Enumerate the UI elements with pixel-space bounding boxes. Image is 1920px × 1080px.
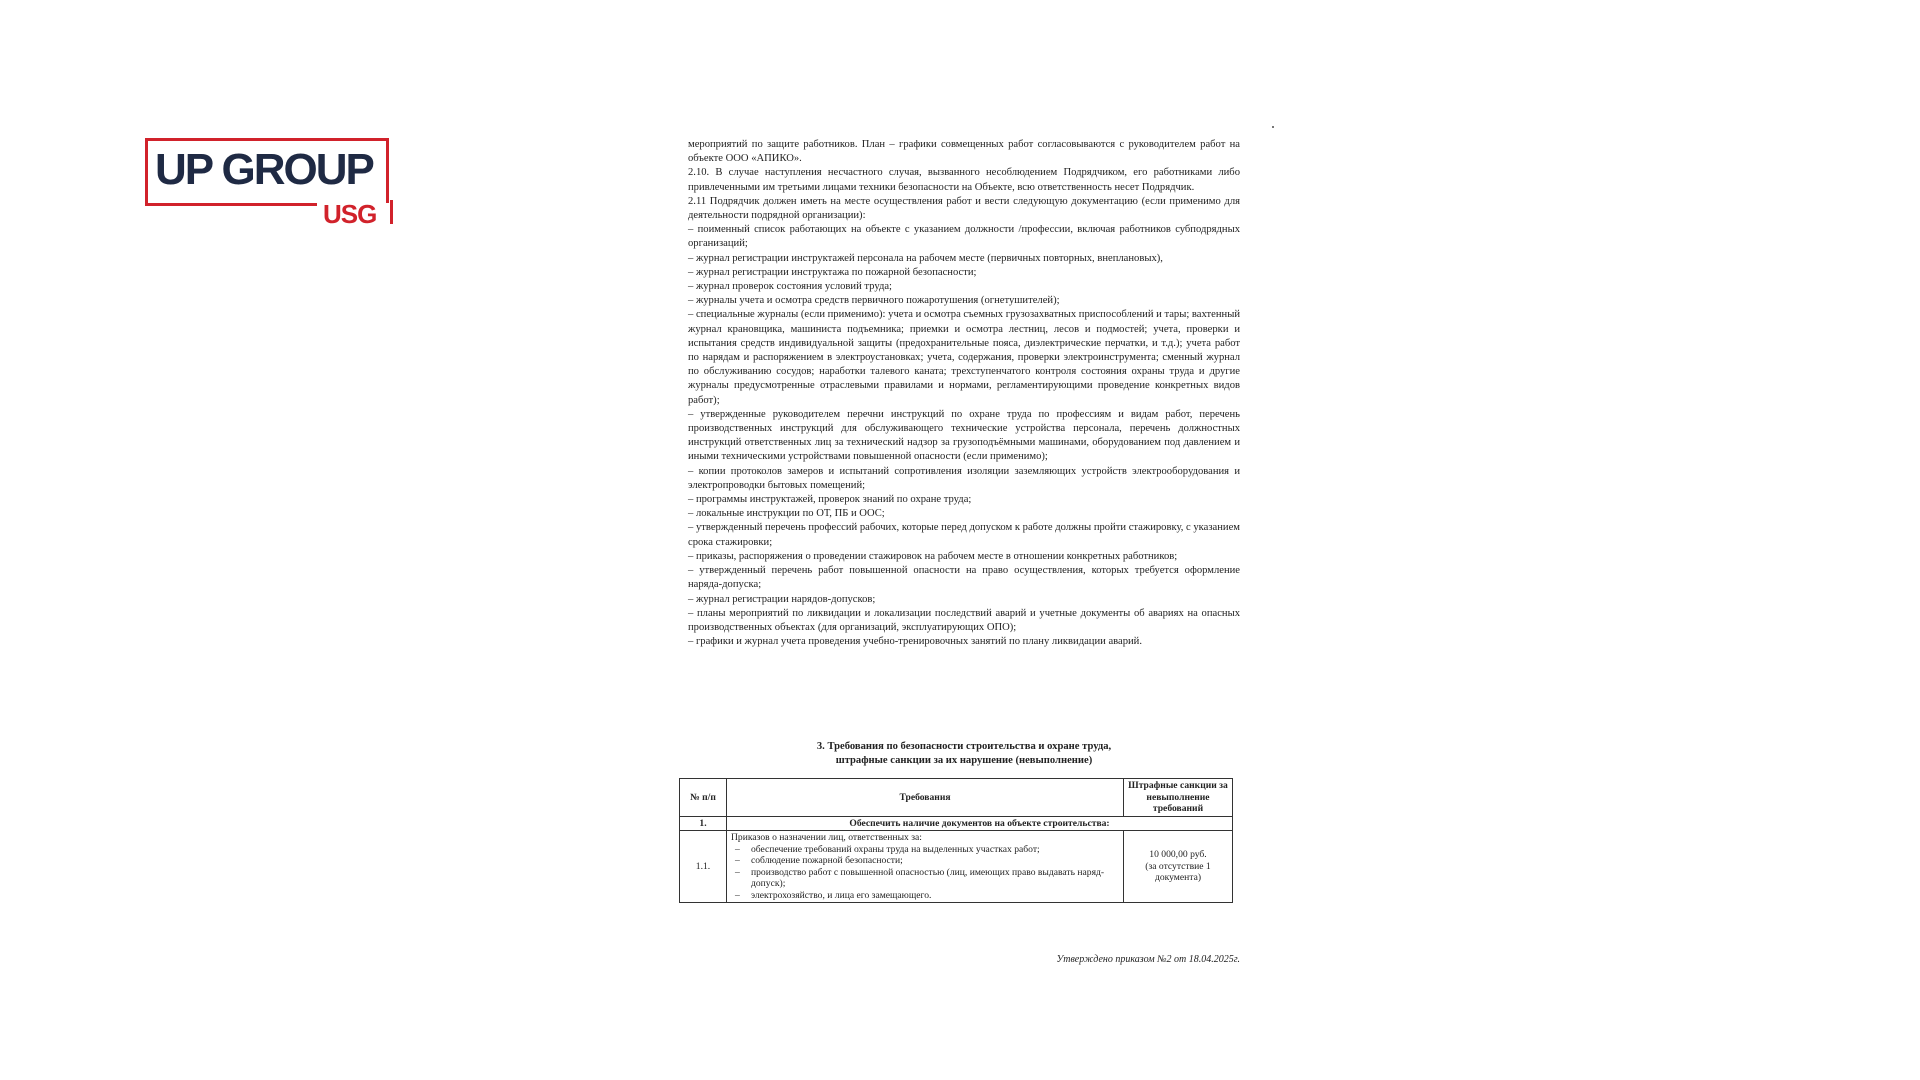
header-num: № п/п [680, 779, 727, 817]
list-item: – журналы учета и осмотра средств первичного пожаротушения (огнетушителей); [688, 295, 1060, 307]
list-item: – журнал проверок состояния условий труда; [688, 281, 892, 293]
group-num: 1. [680, 816, 727, 831]
table-group-row [680, 816, 1233, 831]
list-item: – журнал регистрации инструктажа по пожарной безопасности; [688, 266, 977, 278]
fine-note: (за отсутствие 1 документа) [1145, 860, 1211, 884]
logo-frame-side [390, 200, 393, 224]
document-body [688, 138, 1240, 649]
header-requirements: Требования [727, 779, 1124, 817]
company-logo [145, 138, 393, 229]
list-item: – поименный список работающих на объекте с указанием должности /профессии, включая работников субподрядных организаций; [688, 224, 1240, 250]
table-row [680, 831, 1233, 903]
list-item: – приказы, распоряжения о проведении стажировок на рабочем месте в отношении конкретных работников; [688, 550, 1178, 562]
row-intro: Приказов о назначении лиц, ответственных за: [731, 832, 922, 843]
approval-note: Утверждено приказом №2 от 18.04.2025г. [1056, 954, 1240, 965]
logo-main-text: UP GROUP [155, 145, 373, 194]
list-item: – журнал регистрации нарядов-допусков; [688, 593, 876, 605]
section-title [688, 740, 1240, 768]
list-item: – программы инструктажей, проверок знаний по охране труда; [688, 494, 972, 506]
row-requirements [727, 831, 1124, 903]
group-title: Обеспечить наличие документов на объекте строительства: [727, 816, 1233, 831]
list-item: – копии протоколов замеров и испытаний сопротивления изоляции заземляющих устройств электрооборудования и электропроводки бытовых помещений; [688, 465, 1240, 491]
table-header-row [680, 779, 1233, 817]
row-num: 1.1. [680, 831, 727, 903]
row-list-item: – соблюдение пожарной безопасности; [731, 855, 1119, 867]
paragraph: мероприятий по защите работников. План – графики совмещенных работ согласовываются с руководителем работ на объекте ООО «АПИКО». [688, 139, 1240, 165]
row-list-item: – обеспечение требований охраны труда на выделенных участках работ; [731, 844, 1119, 856]
row-list-item: – производство работ с повышенной опасностью (лиц, имеющих право выдавать наряд-допуск); [731, 867, 1119, 890]
list-item: – графики и журнал учета проведения учебно-тренировочных занятий по плану ликвидации аварий. [688, 636, 1142, 648]
list-item: – планы мероприятий по ликвидации и локализации последствий аварий и учетные документы об авариях на опасных производственных объектах (для организаций, эксплуатирующих ОПО); [688, 607, 1240, 633]
row-list [731, 844, 1119, 902]
list-item: – журнал регистрации инструктажей персонала на рабочем месте (первичных повторных, внеплановых), [688, 252, 1163, 264]
list-item: – утвержденный перечень работ повышенной опасности на право осуществления, которых требуется оформление наряда-допуска; [688, 565, 1240, 591]
section-title-line2: штрафные санкции за их нарушение (невыполнение) [835, 755, 1093, 766]
fine-amount: 10 000,00 руб. [1149, 849, 1207, 861]
paragraph: 2.11 Подрядчик должен иметь на месте осуществления работ и вести следующую документацию (если применимо для деятельности подрядной организации): [688, 195, 1240, 222]
list-item: – локальные инструкции по ОТ, ПБ и ООС; [688, 508, 885, 520]
row-fine [1124, 831, 1233, 903]
list-item: – специальные журналы (если применимо): учета и осмотра съемных грузозахватных приспособлений и тары; вахтенный журнал крановщика, машиниста подъемника; приемки и осмотра лестниц, лесов и подмостей; учета, проверки и испытания средств индивидуальной защиты (предохранительные пояса, диэлектрические перчатки, и т.д.); учета работ по нарядам и распоряжением в электроустановках; учета, содержания, проверки электроинструмента; сменный журнал по обслуживанию сосудов; наработки талевого каната; трехступенчатого контроля состояния охраны труда и другие журналы предусмотренные отраслевыми правилами и нормами, регламентирующими проведение конкретных видов работ); [688, 309, 1240, 406]
list-item: – утвержденный перечень профессий рабочих, которые перед допуском к работе должны пройти стажировку, с указанием срока стажировки; [688, 522, 1240, 548]
header-fines: Штрафные санкции за невыполнение требований [1124, 779, 1233, 817]
requirements-table [679, 778, 1233, 903]
logo-sub-text: USG [323, 199, 377, 229]
paragraph: 2.10. В случае наступления несчастного случая, вызванного несоблюдением Подрядчиком, его работниками либо привлеченными им третьими лицами техники безопасности на Объекте, всю ответственность несет Подрядчик. [688, 167, 1240, 193]
row-list-item: – электрохозяйство, и лица его замещающего. [731, 890, 1119, 902]
section-title-line1: 3. Требования по безопасности строительства и охране труда, [816, 741, 1112, 752]
scan-speck [1272, 126, 1274, 128]
list-item: – утвержденные руководителем перечни инструкций по охране труда по профессиям и видам работ, перечень производственных инструкций для обслуживающего технические устройства персонала, перечень должностных инструкций ответственных лиц за технический надзор за грузоподъёмными машинами, оборудованием под давлением и иными техническими устройствами повышенной опасности (если применимо); [688, 408, 1240, 463]
